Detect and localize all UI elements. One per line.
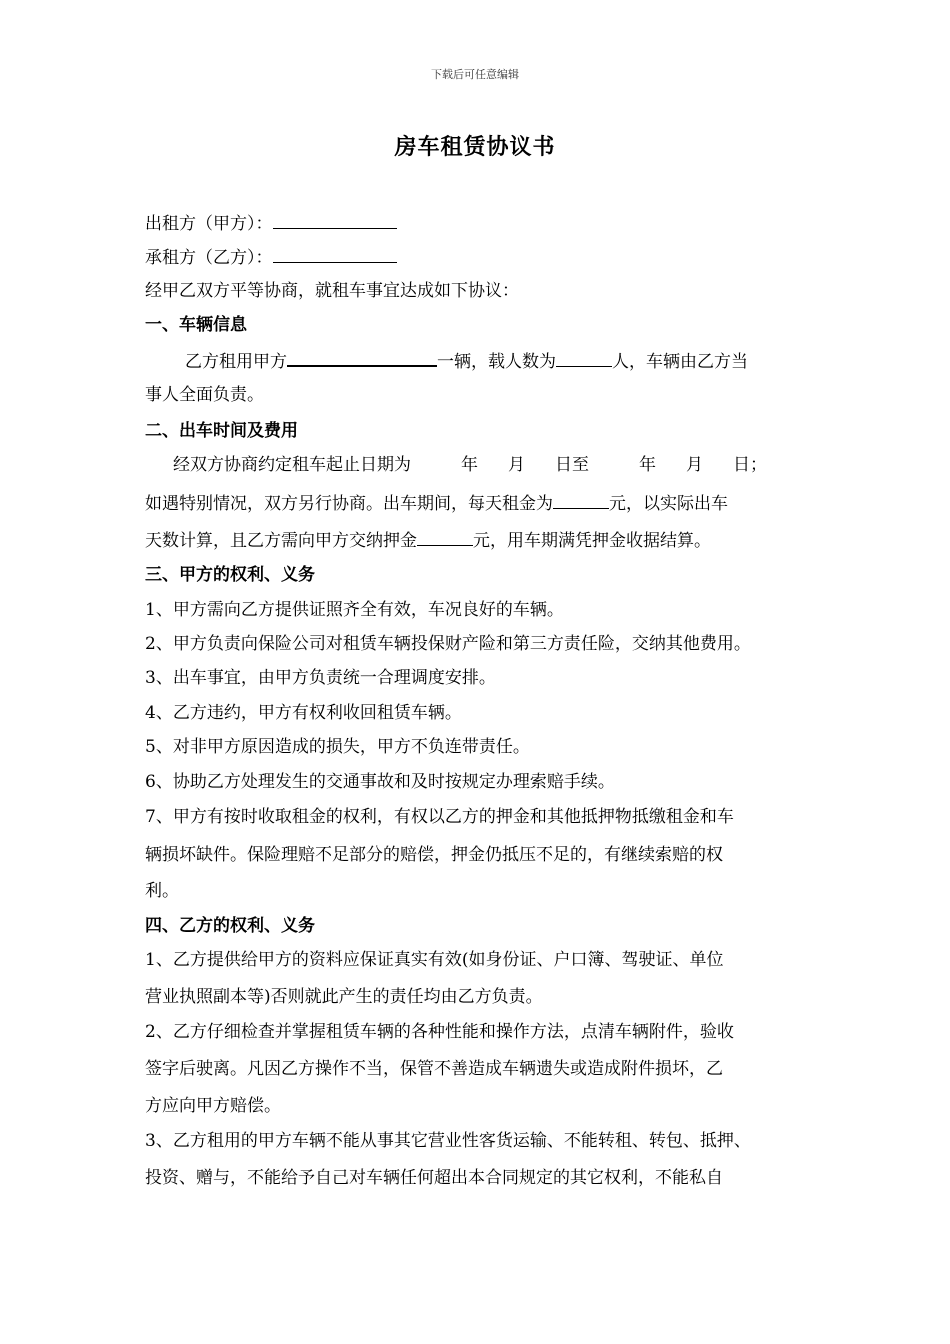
lessor-blank[interactable] bbox=[273, 210, 397, 229]
section-3-item: 1、甲方需向乙方提供证照齐全有效，车况良好的车辆。 bbox=[145, 600, 564, 620]
header-note: 下载后可任意编辑 bbox=[431, 68, 519, 81]
rent-text-b: 元，以实际出车 bbox=[609, 494, 728, 514]
intro-text: 经甲乙双方平等协商，就租车事宜达成如下协议： bbox=[145, 281, 519, 301]
section-2-line-3 bbox=[145, 527, 711, 553]
section-3-heading: 三、甲方的权利、义务 bbox=[145, 565, 315, 585]
section-4-item: 签字后驶离。凡因乙方操作不当，保管不善造成车辆遗失或造成附件损坏，乙 bbox=[145, 1059, 723, 1079]
section-3-item: 4、乙方违约，甲方有权利收回租赁车辆。 bbox=[145, 703, 462, 723]
vehicle-text-a: 乙方租用甲方 bbox=[185, 352, 287, 372]
start-day-to: 日至 bbox=[555, 455, 589, 475]
lessee-line bbox=[145, 244, 397, 270]
section-3-item: 3、出车事宜，由甲方负责统一合理调度安排。 bbox=[145, 668, 496, 688]
section-3-item: 7、甲方有按时收取租金的权利，有权以乙方的押金和其他抵押物抵缴租金和车 bbox=[145, 807, 734, 827]
section-3-item: 2、甲方负责向保险公司对租赁车辆投保财产险和第三方责任险，交纳其他费用。 bbox=[145, 634, 751, 654]
section-4-item: 方应向甲方赔偿。 bbox=[145, 1096, 281, 1116]
lessor-label: 出租方（甲方）： bbox=[145, 214, 273, 234]
section-4-heading: 四、乙方的权利、义务 bbox=[145, 916, 315, 936]
lessor-line bbox=[145, 210, 397, 236]
section-1-line-2: 事人全面负责。 bbox=[145, 385, 264, 405]
section-3-item: 5、对非甲方原因造成的损失，甲方不负连带责任。 bbox=[145, 737, 530, 757]
dates-text: 经双方协商约定租车起止日期为 bbox=[173, 455, 411, 475]
daily-rent-blank[interactable] bbox=[553, 490, 609, 509]
deposit-text-a: 天数计算，且乙方需向甲方交纳押金 bbox=[145, 531, 417, 551]
vehicle-text-c: 人，车辆由乙方当 bbox=[612, 352, 748, 372]
passenger-count-blank[interactable] bbox=[556, 348, 612, 367]
section-1-heading: 一、车辆信息 bbox=[145, 315, 247, 335]
deposit-blank[interactable] bbox=[417, 527, 473, 546]
lessee-label: 承租方（乙方）： bbox=[145, 248, 273, 268]
deposit-text-b: 元，用车期满凭押金收据结算。 bbox=[473, 531, 711, 551]
start-year: 年 bbox=[461, 455, 478, 475]
section-4-item: 3、乙方租用的甲方车辆不能从事其它营业性客货运输、不能转租、转包、抵押、 bbox=[145, 1131, 751, 1151]
section-2-line-1 bbox=[173, 453, 767, 477]
vehicle-text-b: 一辆，载人数为 bbox=[437, 352, 556, 372]
start-month: 月 bbox=[508, 455, 525, 475]
lessee-blank[interactable] bbox=[273, 244, 397, 263]
end-day: 日； bbox=[733, 455, 767, 475]
section-4-item: 投资、赠与，不能给予自己对车辆任何超出本合同规定的其它权利，不能私自 bbox=[145, 1168, 723, 1188]
document-title: 房车租赁协议书 bbox=[394, 134, 556, 160]
section-3-item: 6、协助乙方处理发生的交通事故和及时按规定办理索赔手续。 bbox=[145, 772, 615, 792]
section-3-item: 辆损坏缺件。保险理赔不足部分的赔偿，押金仍抵压不足的，有继续索赔的权 bbox=[145, 845, 723, 865]
section-2-heading: 二、出车时间及费用 bbox=[145, 421, 298, 441]
section-3-item: 利。 bbox=[145, 881, 179, 901]
section-4-item: 2、乙方仔细检查并掌握租赁车辆的各种性能和操作方法，点清车辆附件，验收 bbox=[145, 1022, 734, 1042]
section-4-item: 营业执照副本等)否则就此产生的责任均由乙方负责。 bbox=[145, 987, 543, 1007]
end-year: 年 bbox=[639, 455, 656, 475]
section-1-line-1 bbox=[185, 347, 748, 374]
section-2-line-2 bbox=[145, 490, 728, 516]
section-4-item: 1、乙方提供给甲方的资料应保证真实有效(如身份证、户口簿、驾驶证、单位 bbox=[145, 950, 724, 970]
vehicle-blank[interactable] bbox=[287, 347, 437, 367]
end-month: 月 bbox=[686, 455, 703, 475]
rent-text-a: 如遇特别情况，双方另行协商。出车期间，每天租金为 bbox=[145, 494, 553, 514]
